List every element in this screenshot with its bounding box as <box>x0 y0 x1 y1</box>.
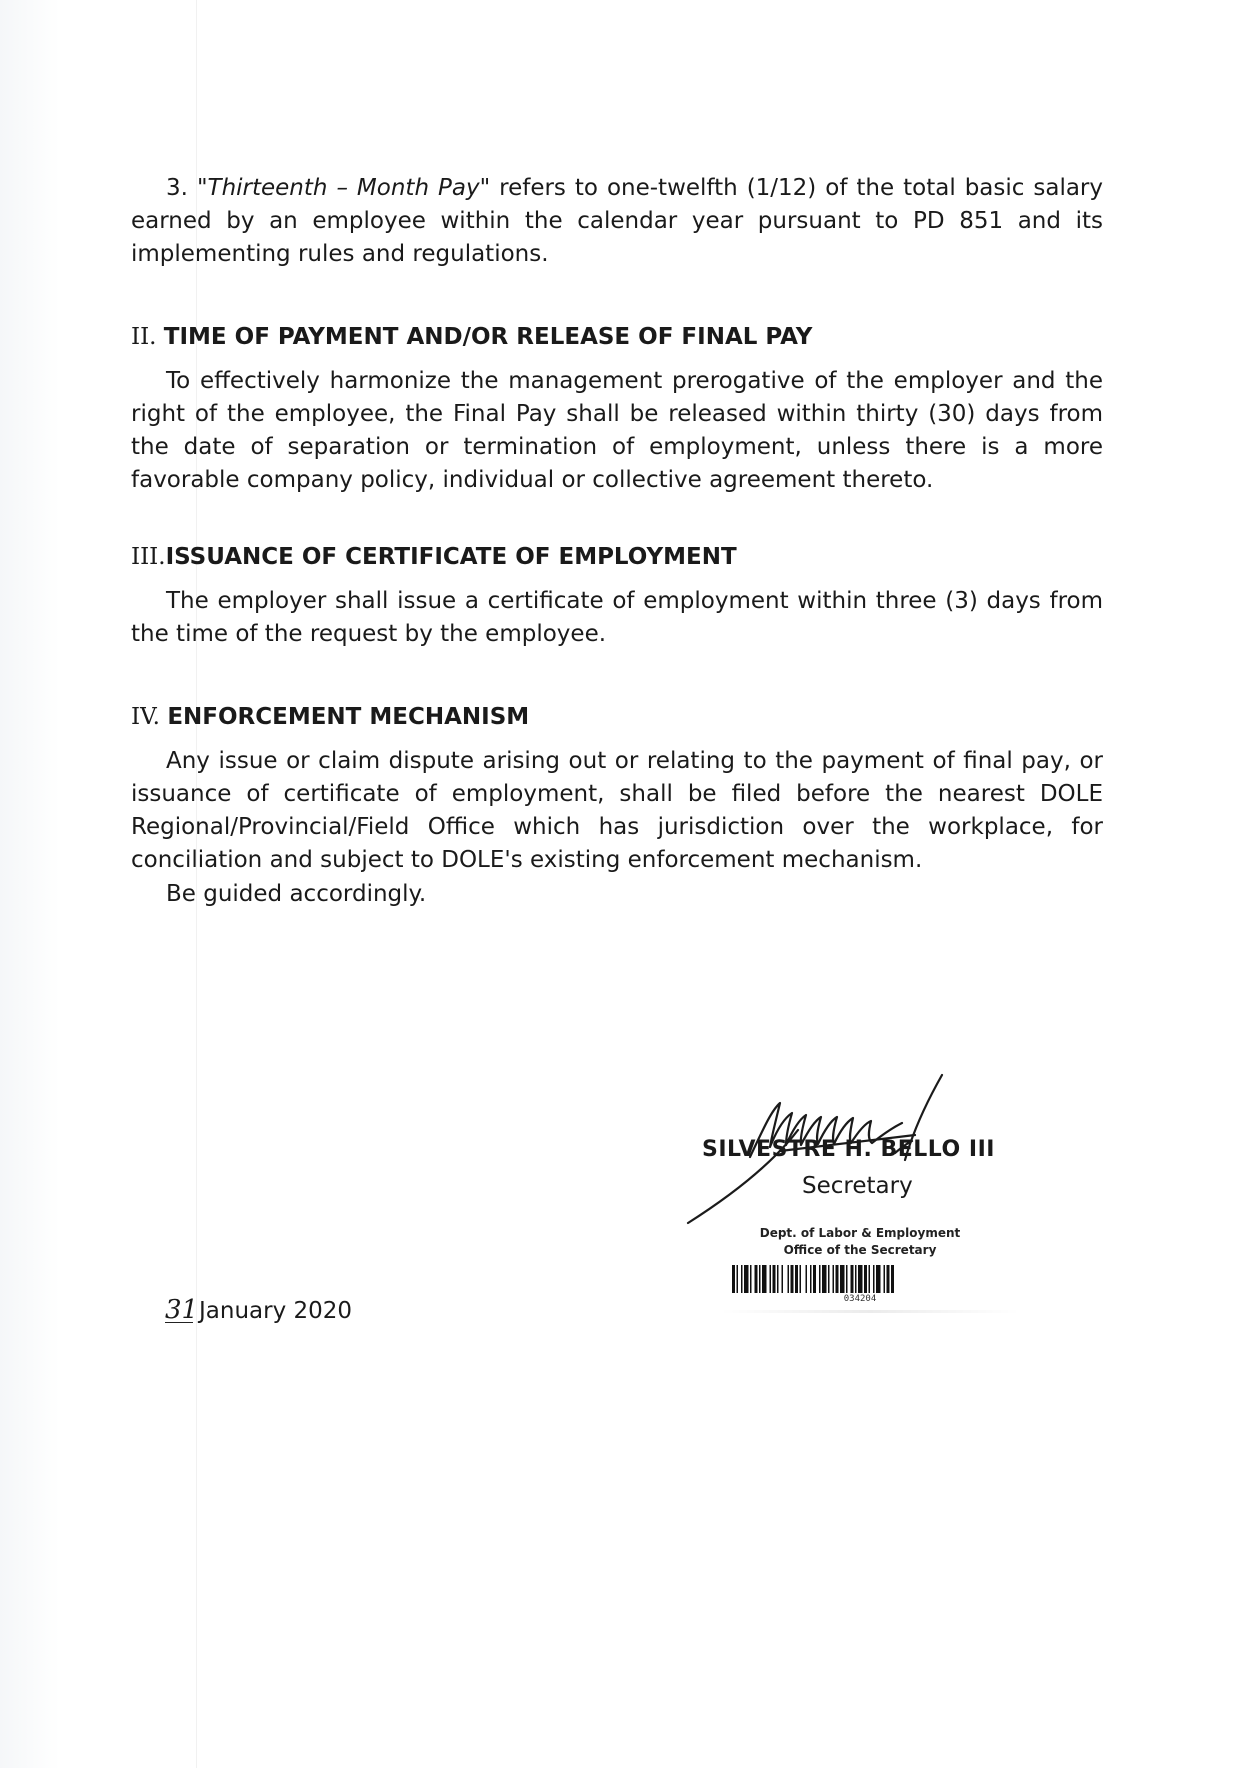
barcode-bar <box>770 1265 772 1293</box>
barcode-bar <box>762 1265 767 1293</box>
receiving-stamp <box>730 1225 990 1304</box>
section-number: II. <box>131 324 157 350</box>
paragraph-certificate: The employer shall issue a certificate of employment within three (3) days from the time of the request by the employee. <box>131 588 1103 647</box>
section-number: III. <box>131 544 166 570</box>
stamp-department: Dept. of Labor & Employment <box>759 1226 961 1240</box>
barcode-bar <box>864 1265 867 1293</box>
definition-text: refers to one-twelfth (1/12) of the total basic salary earned by an employee within the calendar year pursuant to PD 851 and its implementing rules and regulations. <box>131 175 1104 267</box>
date-month-year: January 2020 <box>199 1298 353 1324</box>
section-heading-iv <box>131 702 529 732</box>
signature-block <box>680 1065 1020 1325</box>
barcode-bar <box>855 1265 857 1293</box>
paragraph-enforcement: Any issue or claim dispute arising out or relating to the payment of final pay, or issuance of certificate of employment, shall be filed before the nearest DOLE Regional/Provincial/Field Office which has jurisdiction over the workplace, for conciliation and subject to DOLE's existing enforcement mechanism. <box>131 748 1103 873</box>
date-day-handwritten: 31 <box>165 1295 199 1325</box>
barcode-bar <box>737 1265 739 1293</box>
barcode-bar <box>750 1265 752 1293</box>
document-date <box>165 1295 353 1325</box>
section-heading-ii <box>131 322 812 352</box>
barcode-bar <box>744 1265 749 1293</box>
barcode-bar <box>836 1265 839 1293</box>
paragraph-thirteenth-month-pay <box>131 172 1103 271</box>
barcode-bar <box>833 1265 835 1293</box>
barcode-bar <box>869 1265 871 1293</box>
barcode-bar <box>884 1265 886 1293</box>
scan-shading <box>0 0 60 1768</box>
section-title: TIME OF PAYMENT AND/OR RELEASE OF FINAL PAY <box>163 324 813 350</box>
section-title: ENFORCEMENT MECHANISM <box>167 704 530 730</box>
defined-term: "Thirteenth – Month Pay" <box>196 175 491 201</box>
barcode-bar <box>858 1265 863 1293</box>
barcode-bar <box>887 1265 890 1293</box>
paragraph-final-pay: To effectively harmonize the management prerogative of the employer and the right of the employee, the Final Pay shall be released within thirty (30) days from the date of separation or termination of employment, unless there is a more favorable company policy, individual or collective agreement thereto. <box>131 368 1103 493</box>
barcode-bar <box>782 1265 784 1293</box>
barcode-bar <box>800 1265 802 1293</box>
barcode-bar <box>846 1265 848 1293</box>
barcode-bar <box>891 1265 894 1293</box>
barcode-bar <box>876 1265 881 1293</box>
barcode-bar <box>813 1265 816 1293</box>
item-number: 3. <box>166 175 188 201</box>
section-heading-iii <box>131 542 737 572</box>
barcode-number: 034204 <box>843 1294 877 1304</box>
barcode-bar <box>873 1265 875 1293</box>
barcode-bar <box>788 1265 790 1293</box>
barcode-bar <box>822 1265 827 1293</box>
barcode-bar <box>806 1265 808 1293</box>
barcode-bar <box>791 1265 794 1293</box>
stamp-office: Office of the Secretary <box>783 1243 937 1257</box>
barcode-bar <box>828 1265 830 1293</box>
section-title: ISSUANCE OF CERTIFICATE OF EMPLOYMENT <box>165 544 737 570</box>
barcode-bar <box>773 1265 776 1293</box>
barcode-bar <box>795 1265 798 1293</box>
barcode-bar <box>777 1265 779 1293</box>
barcode-bar <box>741 1265 743 1293</box>
barcode-bar <box>759 1265 761 1293</box>
handwritten-signature-icon <box>680 1065 1020 1245</box>
signatory-name: SILVESTRE H. BELLO III <box>702 1137 995 1162</box>
barcode-bar <box>755 1265 758 1293</box>
barcode-bar <box>851 1265 854 1293</box>
barcode-icon <box>730 1265 1000 1293</box>
section-number: IV. <box>131 704 160 730</box>
closing-line: Be guided accordingly. <box>166 881 427 907</box>
barcode-bar <box>732 1265 735 1293</box>
barcode-bar <box>840 1265 845 1293</box>
barcode-bar <box>810 1265 812 1293</box>
barcode-bar <box>819 1265 821 1293</box>
signatory-title: Secretary <box>802 1173 913 1199</box>
stamp-edge-shadow <box>720 1310 1020 1313</box>
